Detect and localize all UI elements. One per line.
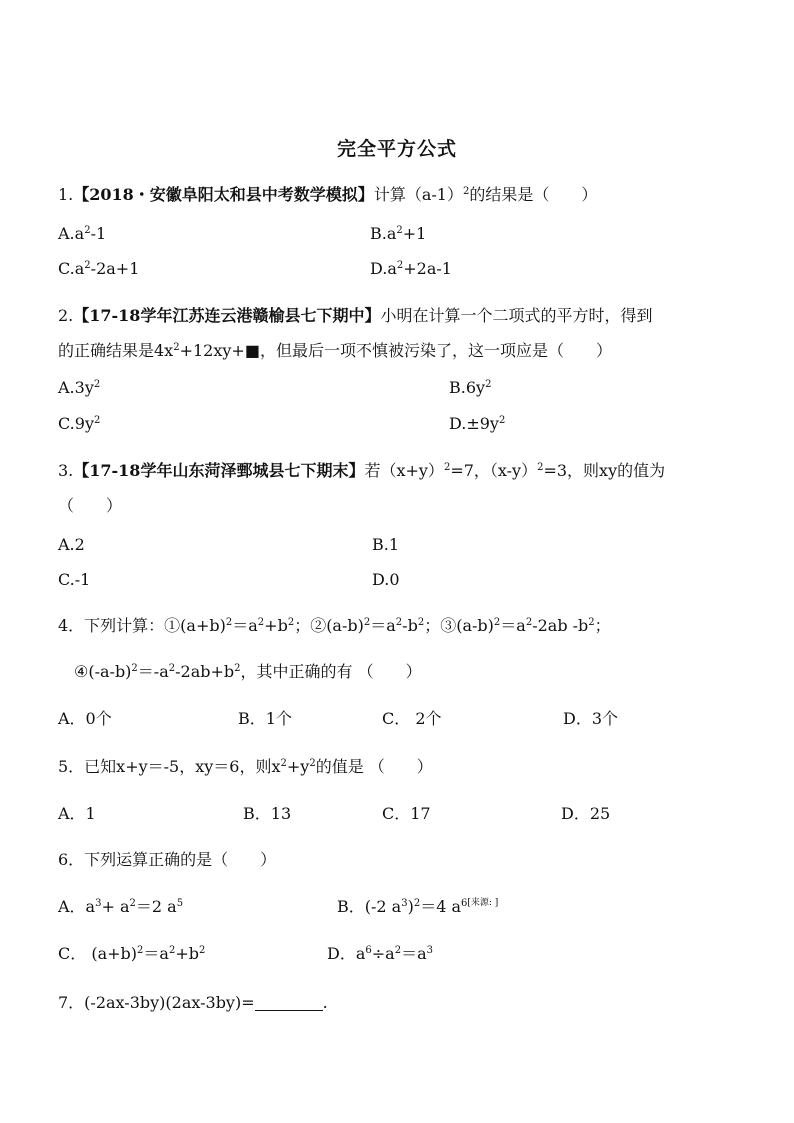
question-3-line-2: （ ）	[58, 496, 123, 515]
q5-option-a: A．1	[58, 804, 96, 823]
q1-stem-b: 的结果是（ ）	[469, 185, 598, 204]
q2-option-a: $A.3y^2$	[58, 378, 101, 397]
q1-number: 1.	[58, 185, 74, 204]
q1-option-a: $A.a^2-1$	[58, 224, 107, 243]
q2-option-b: $B.6y^2$	[449, 378, 492, 397]
q2-source: 【17-18学年江苏连云港赣榆县七下期中】	[73, 306, 381, 325]
q3-option-d: D.0	[372, 570, 400, 589]
q2-option-d: $D.\pm 9y^2$	[449, 414, 506, 433]
q1-option-c: $C.a^2-2a+1$	[58, 259, 140, 278]
q3-source: 【17-18学年山东菏泽鄄城县七下期末】	[73, 461, 365, 480]
question-1	[58, 185, 597, 205]
q5-option-c: C．17	[382, 804, 431, 823]
q1-option-b: $B.a^2+1$	[370, 224, 427, 243]
question-6: 6．下列运算正确的是（ ）	[58, 850, 277, 869]
q2-stem-line-1: 小明在计算一个二项式的平方时，得到	[380, 306, 653, 325]
question-2-line-2: 的正确结果是$4x^2+12xy+■$，但最后一项不慎被污染了，这一项应是（ ）	[58, 341, 612, 360]
q6-option-d: D．$a^6\div a^2=a^3$	[327, 944, 433, 963]
q3-option-c: C.-1	[58, 570, 91, 589]
q2-number: 2.	[58, 306, 74, 325]
question-5: 5．已知x+y＝-5，xy＝6，则$x^2+y^2$的值是 （ ）	[58, 757, 433, 776]
answer-blank[interactable]	[255, 994, 323, 1011]
q6-option-c: C． $(a+b)^2=a^2+b^2$	[58, 944, 206, 963]
q6-option-b: B．(-2 $a^3)^2=4$ $a^{6[来源: ]}$	[337, 897, 499, 916]
page-title: 完全平方公式	[336, 138, 457, 160]
q5-option-b: B．13	[243, 804, 292, 823]
q4-option-c: C． 2个	[382, 709, 442, 728]
q1-stem-a: 计算（a-1）	[373, 185, 463, 204]
q4-option-d: D．3个	[563, 709, 619, 728]
q4-option-a: A．0个	[58, 709, 112, 728]
q1-option-d: $D.a^2+2a-1$	[370, 259, 452, 278]
q3-number: 3.	[58, 461, 74, 480]
question-2-line-1	[58, 306, 652, 326]
q6-option-a: A．$a^3+ a^2=2$ $a^5$	[58, 897, 184, 916]
q2-option-c: $C.9y^2$	[58, 414, 101, 433]
q4-option-b: B．1个	[238, 709, 292, 728]
q3-option-b: B.1	[372, 535, 400, 554]
q1-source: 【2018・安徽阜阳太和县中考数学模拟】	[73, 185, 374, 204]
q6-source-note: [来源: ]	[467, 898, 499, 908]
question-4-line-2: $④(-a-b)^2=-a^2-2ab+b^2$，其中正确的有 （ ）	[74, 662, 422, 681]
q3-option-a: A.2	[58, 535, 85, 554]
q5-option-d: D．25	[561, 804, 611, 823]
question-7: 7．(-2ax-3by)(2ax-3by)= .	[58, 993, 328, 1012]
question-4-line-1: 4．下列计算：$①(a+b)^2=a^2+b^2$；$②(a-b)^2=a^2-b^2$；$③(a-b)^2=a^2-2ab$ $-b^2$；	[58, 616, 611, 635]
question-3-line-1: 3.【17-18学年山东菏泽鄄城县七下期末】若$(x+y)^2=7$，$(x-y)^2=3$，则xy的值为	[58, 461, 666, 480]
q1-exponent: 2	[462, 186, 470, 197]
